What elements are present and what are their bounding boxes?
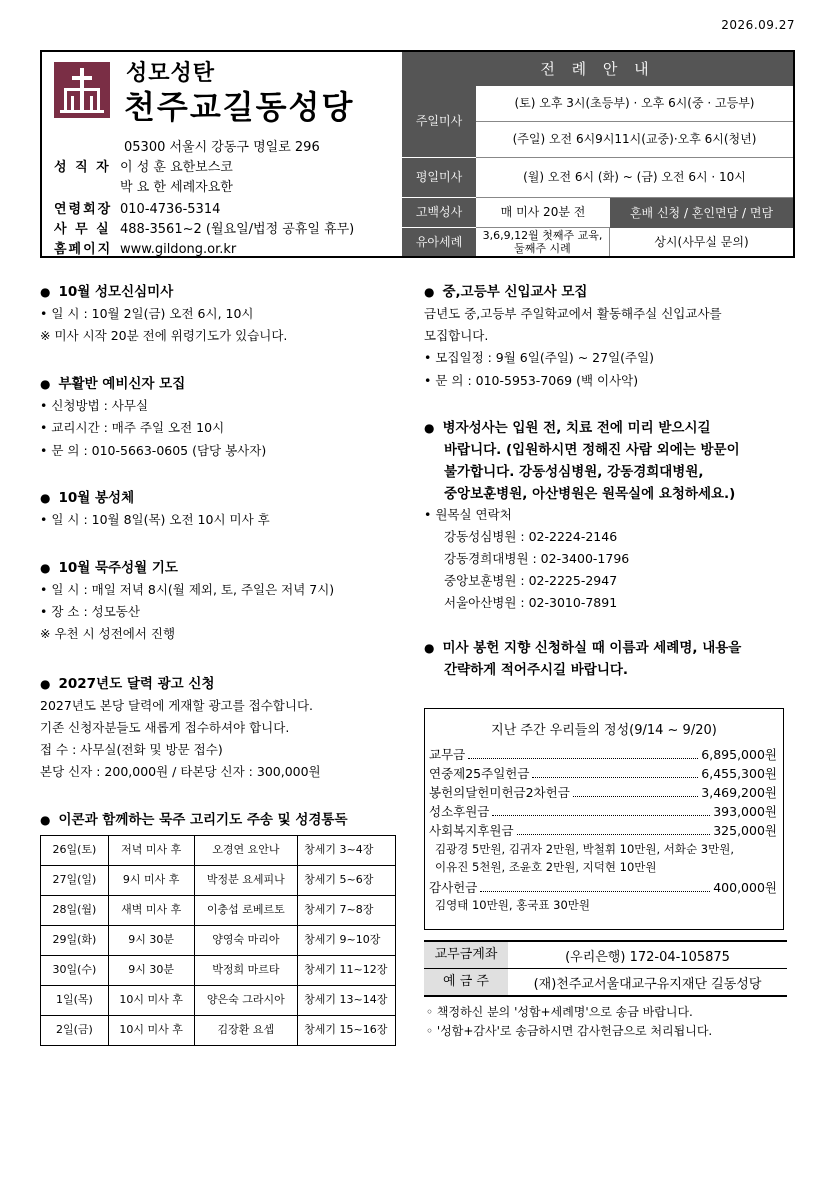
offering-value: 6,455,300원	[701, 766, 777, 781]
bank-holder-value: (재)천주교서울대교구유지재단 길동성당	[533, 976, 762, 992]
offering-title: 지난 주간 우리들의 정성(9/14 ~ 9/20)	[491, 723, 717, 738]
rosary-name-cell: 김장환 요셉	[194, 1016, 298, 1046]
bank-note-2: ◦ '성함+감사'로 송금하시면 감사헌금으로 처리됩니다.	[426, 1024, 713, 1038]
parish-subtitle: 성모성탄	[126, 61, 216, 86]
mass-schedule-title: 전 례 안 내	[402, 52, 793, 86]
pastor-label: 성 직 자	[54, 160, 111, 175]
pastor-name-1: 이 성 훈 요한보스코	[120, 160, 233, 175]
rosary-book-cell: 창세기 15~16장	[298, 1016, 396, 1046]
consultation-value: 상시(사무실 문의)	[654, 234, 749, 249]
rosary-day-cell: 29일(화)	[41, 926, 109, 956]
bank-account-value: (우리은행) 172-04-105875	[565, 949, 730, 965]
dot-leader	[468, 745, 698, 759]
rosary-row	[41, 926, 396, 956]
rosary-month-note: ※ 우천 시 성전에서 진행	[40, 626, 176, 641]
anointing-line-2: 바랍니다. (입원하시면 정해진 사람 외에는 방문이	[444, 442, 740, 458]
rosary-book-cell: 창세기 9~10장	[298, 926, 396, 956]
rosary-day-cell: 2일(금)	[41, 1016, 109, 1046]
parish-title: 천주교길동성당	[124, 88, 355, 126]
offering-row	[429, 821, 777, 839]
calendar-ad-line-2: 기존 신청자분들도 새롭게 접수하셔야 합니다.	[40, 720, 290, 735]
teacher-recruit-contact: • 문 의 : 010-5953-7069 (백 이사악)	[424, 373, 639, 388]
anointing-line-3: 불가합니다. 강동성심병원, 강동경희대병원,	[444, 464, 704, 480]
rosary-day-cell: 1일(목)	[41, 986, 109, 1016]
hospital-contact-4: 서울아산병원 : 02-3010-7891	[444, 595, 618, 610]
calendar-ad-line-3: 접 수 : 사무실(전화 및 방문 접수)	[40, 742, 223, 757]
rosary-name-cell: 양영숙 마리아	[194, 926, 298, 956]
teacher-recruit-line-2: 모집합니다.	[424, 328, 489, 343]
rosary-name-cell: 박정희 마르타	[194, 956, 298, 986]
offering-label: 교무금	[429, 747, 466, 762]
rosary-time-cell: 9시 미사 후	[108, 866, 194, 896]
parish-address: 05300 서울시 강동구 명일로 296	[124, 140, 320, 155]
catechumen-time: • 교리시간 : 매주 주일 오전 10시	[40, 420, 225, 435]
pastor-name-2: 박 요 한 세례자요한	[120, 180, 233, 195]
anointing-line-4: 중앙보훈병원, 아산병원은 원목실에 요청하세요.)	[444, 486, 736, 502]
confession-label: 고백성사	[402, 198, 476, 228]
header-box	[40, 50, 795, 258]
sunday-mass-label: 주일미사	[402, 86, 476, 158]
dot-leader	[532, 764, 698, 778]
offering-value: 325,000원	[713, 823, 777, 838]
homepage-label: 홈페이지	[54, 242, 113, 257]
dot-leader	[517, 821, 711, 835]
offering-row	[429, 764, 777, 782]
rosary-month-time: • 일 시 : 매일 저녁 8시(월 제외, 토, 주일은 저녁 7시)	[40, 582, 335, 597]
calendar-ad-line-1: 2027년도 본당 달력에 게재할 광고를 접수합니다.	[40, 698, 314, 713]
rosary-row	[41, 866, 396, 896]
council-row	[54, 198, 220, 217]
communion-time: • 일 시 : 10월 8일(목) 오전 10시 미사 후	[40, 512, 270, 527]
section-title-rosary-month: ● 10월 묵주성월 기도	[40, 556, 178, 576]
rosary-book-cell: 창세기 3~4장	[298, 836, 396, 866]
bank-info	[424, 940, 787, 1039]
rosary-name-cell: 이충섭 로베르토	[194, 896, 298, 926]
office-row	[54, 218, 354, 237]
hospital-contact-3: 중앙보훈병원 : 02-2225-2947	[444, 573, 618, 588]
dot-leader	[492, 802, 710, 816]
offering-row	[429, 745, 777, 763]
section-title-anointing: ● 병자성사는 입원 전, 치료 전에 미리 받으시길	[424, 416, 711, 436]
rosary-month-place: • 장 소 : 성모동산	[40, 604, 140, 619]
rosary-day-cell: 28일(월)	[41, 896, 109, 926]
section-title-teacher-recruit: ● 중,고등부 신입교사 모집	[424, 280, 587, 300]
mass-schedule	[402, 52, 793, 256]
rosary-name-cell: 박정분 요세피나	[194, 866, 298, 896]
rosary-book-cell: 창세기 13~14장	[298, 986, 396, 1016]
sunday-mass-line-1: (토) 오후 3시(초등부) · 오후 6시(중 · 고등부)	[476, 86, 793, 122]
offering-value: 3,469,200원	[701, 785, 777, 800]
bank-note-1: ◦ 책정하신 분의 '성함+세례명'으로 송금 바랍니다.	[426, 1005, 693, 1019]
section-title-catechumen: ● 부활반 예비신자 모집	[40, 372, 185, 392]
mass-intention-line-2: 간략하게 적어주시길 바랍니다.	[444, 662, 629, 678]
infant-baptism-value: 3,6,9,12월 첫째주 교육, 둘째주 시례	[476, 228, 610, 256]
catechumen-method: • 신청방법 : 사무실	[40, 398, 149, 413]
weekday-mass-label: 평일미사	[402, 158, 476, 198]
rosary-row	[41, 1016, 396, 1046]
parish-info	[42, 52, 402, 256]
bulletin-date: 2026.09.27	[721, 18, 795, 32]
rosary-name-cell: 오경연 요안나	[194, 836, 298, 866]
section-title-marian-mass: ● 10월 성모신심미사	[40, 280, 173, 300]
bank-account-row	[424, 940, 787, 969]
thanks-note: 김영태 10만원, 홍국표 30만원	[435, 898, 590, 912]
offering-value: 6,895,000원	[701, 747, 777, 762]
rosary-row	[41, 956, 396, 986]
rosary-time-cell: 10시 미사 후	[108, 986, 194, 1016]
calendar-ad-line-4: 본당 신자 : 200,000원 / 타본당 신자 : 300,000원	[40, 764, 321, 779]
offering-row-thanks	[429, 878, 777, 896]
council-value: 010-4736-5314	[120, 202, 221, 217]
parish-logo-icon	[54, 62, 110, 118]
offering-box	[424, 708, 784, 930]
homepage-link[interactable]: www.gildong.or.kr	[120, 242, 237, 257]
hospital-contact-2: 강동경희대병원 : 02-3400-1796	[444, 551, 630, 566]
weekday-mass-value: (월) 오전 6시 (화) ~ (금) 오전 6시 · 10시	[476, 158, 793, 198]
teacher-recruit-period: • 모집일정 : 9월 6일(주일) ~ 27일(주일)	[424, 350, 655, 365]
office-value: 488-3561~2 (월요일/법정 공휴일 휴무)	[120, 222, 355, 237]
rosary-schedule-table	[40, 835, 396, 1046]
council-label: 연령회장	[54, 202, 113, 217]
rosary-day-cell: 30일(수)	[41, 956, 109, 986]
hospital-contact-1: 강동성심병원 : 02-2224-2146	[444, 529, 618, 544]
rosary-time-cell: 새벽 미사 후	[108, 896, 194, 926]
rosary-book-cell: 창세기 7~8장	[298, 896, 396, 926]
dot-leader	[573, 783, 699, 797]
marian-mass-note: ※ 미사 시작 20분 전에 위령기도가 있습니다.	[40, 328, 288, 343]
rosary-row	[41, 836, 396, 866]
catechumen-contact: • 문 의 : 010-5663-0605 (담당 봉사자)	[40, 443, 267, 458]
infant-baptism-label: 유아세례	[402, 228, 476, 256]
rosary-time-cell: 10시 미사 후	[108, 1016, 194, 1046]
section-title-mass-intention: ● 미사 봉헌 지향 신청하실 때 이름과 세례명, 내용을	[424, 636, 741, 656]
section-title-calendar-ad: ● 2027년도 달력 광고 신청	[40, 672, 215, 692]
offering-label: 성소후원금	[429, 804, 490, 819]
thanks-value: 400,000원	[713, 880, 777, 895]
rosary-name-cell: 양은숙 그라시아	[194, 986, 298, 1016]
teacher-recruit-line-1: 금년도 중,고등부 주일학교에서 활동해주실 신입교사를	[424, 306, 722, 321]
rosary-time-cell: 저녁 미사 후	[108, 836, 194, 866]
bank-account-label: 교무금계좌	[424, 942, 508, 968]
bank-holder-row	[424, 969, 787, 997]
section-title-rosary-chain: ● 이콘과 함께하는 묵주 고리기도 주송 및 성경통독	[40, 808, 348, 828]
thanks-label: 감사헌금	[429, 880, 478, 895]
offering-row	[429, 783, 777, 801]
pastor-row-2	[120, 176, 233, 195]
marian-mass-time: • 일 시 : 10월 2일(금) 오전 6시, 10시	[40, 306, 254, 321]
bank-holder-label: 예 금 주	[424, 969, 508, 995]
offering-label: 연중제25주일헌금	[429, 766, 530, 781]
confession-value: 매 미사 20분 전	[476, 198, 610, 228]
rosary-row	[41, 986, 396, 1016]
rosary-time-cell: 9시 30분	[108, 926, 194, 956]
rosary-book-cell: 창세기 11~12장	[298, 956, 396, 986]
offering-value: 393,000원	[713, 804, 777, 819]
rosary-day-cell: 26일(토)	[41, 836, 109, 866]
rosary-book-cell: 창세기 5~6장	[298, 866, 396, 896]
sunday-mass-line-2: (주일) 오전 6시9시11시(교중)·오후 6시(청년)	[476, 122, 793, 158]
offering-row	[429, 802, 777, 820]
homepage-row	[54, 238, 236, 257]
rosary-row	[41, 896, 396, 926]
wedding-label: 혼배 신청 / 혼인면담 / 면담	[610, 198, 793, 228]
chaplain-contact-title: • 원목실 연락처	[424, 507, 512, 522]
offering-label: 사회복지후원금	[429, 823, 514, 838]
section-title-communion: ● 10월 봉성체	[40, 486, 134, 506]
pastor-row-1	[54, 156, 233, 175]
office-label: 사 무 실	[54, 222, 111, 237]
rosary-day-cell: 27일(일)	[41, 866, 109, 896]
offering-label: 봉헌의달헌미헌금2차헌금	[429, 785, 570, 800]
welfare-note-1: 김광경 5만원, 김귀자 2만원, 박철휘 10만원, 서화순 3만원,	[435, 842, 734, 856]
rosary-time-cell: 9시 30분	[108, 956, 194, 986]
welfare-note-2: 이유진 5천원, 조윤호 2만원, 지덕현 10만원	[435, 860, 657, 874]
